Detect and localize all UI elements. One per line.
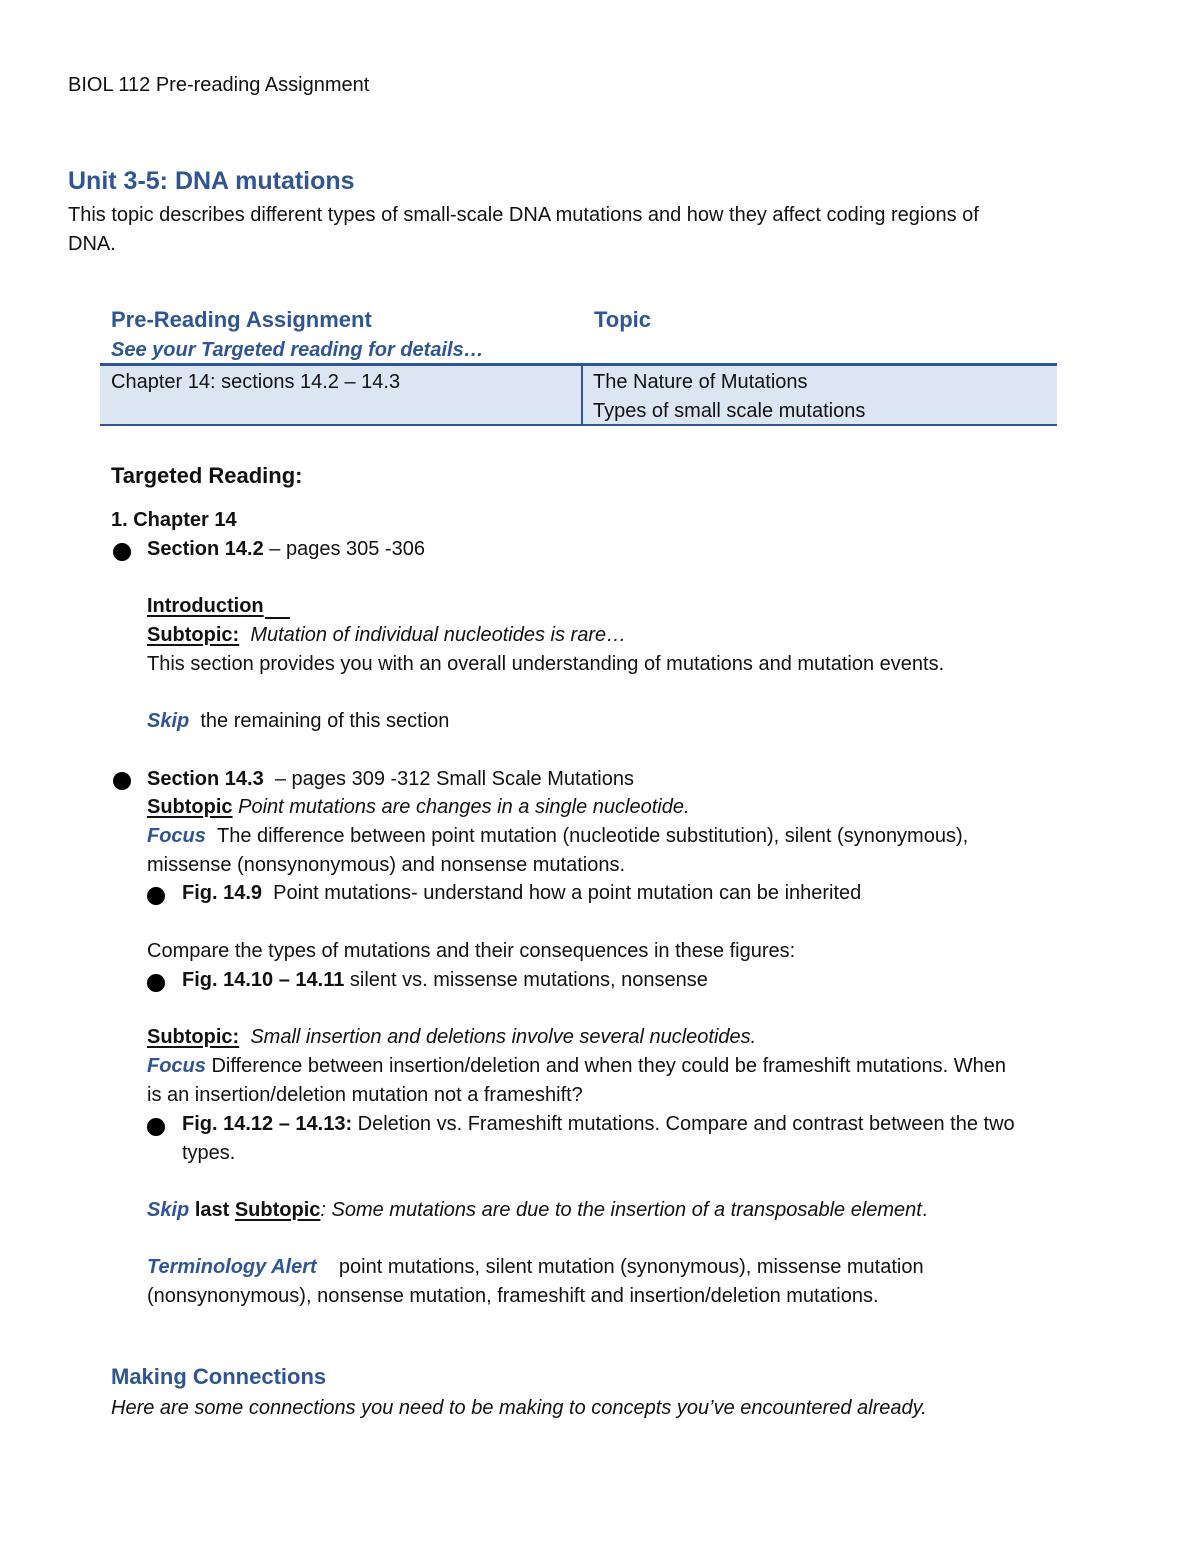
chapter-heading: 1. Chapter 14 xyxy=(111,509,237,531)
subtopic-label: Subtopic: xyxy=(147,624,240,646)
skip-label: Skip xyxy=(147,1199,190,1221)
section-14-2-pages: – pages 305 -306 xyxy=(263,538,425,560)
bullet-icon xyxy=(147,887,165,905)
fig-14-12-line1 xyxy=(182,1110,1015,1139)
skip-period: . xyxy=(921,1199,928,1221)
introduction-label: Introduction xyxy=(147,595,264,617)
skip-label: Skip xyxy=(147,710,190,732)
section-14-2-title: Section 14.2 xyxy=(147,538,264,560)
fig-text: Deletion vs. Frameshift mutations. Compare and contrast between the two xyxy=(352,1113,1015,1135)
bullet-icon xyxy=(113,543,131,561)
bullet-icon xyxy=(147,1118,165,1136)
fig-text: Point mutations- understand how a point mutation can be inherited xyxy=(273,882,862,904)
unit-title: Unit 3-5: DNA mutations xyxy=(68,167,355,195)
skip-last: last xyxy=(194,1199,230,1221)
terminology-line2: (nonsynonymous), nonsense mutation, frameshift and insertion/deletion mutations. xyxy=(147,1285,879,1307)
skip-14-2-line xyxy=(147,707,449,736)
bullet-icon xyxy=(147,974,165,992)
subtopic-insertion-line xyxy=(147,1023,756,1052)
connections-text: Here are some connections you need to be making to concepts you’ve encountered already. xyxy=(111,1397,927,1419)
subtopic-label: Subtopic: xyxy=(147,1026,240,1048)
table-column-divider xyxy=(581,366,583,424)
terminology-line1 xyxy=(147,1253,924,1282)
table-assignment-cell: Chapter 14: sections 14.2 – 14.3 xyxy=(111,371,401,393)
course-header: BIOL 112 Pre-reading Assignment xyxy=(68,74,370,96)
table-topic-line2: Types of small scale mutations xyxy=(593,400,866,422)
terminology-text: point mutations, silent mutation (synonymous), missense mutation xyxy=(338,1256,924,1278)
fig-14-9-line xyxy=(182,879,861,908)
reading-table-row xyxy=(100,363,1057,426)
subtopic-text: Point mutations are changes in a single nucleotide. xyxy=(238,796,690,818)
focus-text: The difference between point mutation (nucleotide substitution), silent (synonymous), xyxy=(217,825,969,847)
unit-description-line2: DNA. xyxy=(68,233,116,255)
subtopic-text: Mutation of individual nucleotides is rare… xyxy=(250,624,627,646)
section-14-2-line xyxy=(147,535,425,564)
targeted-reading-heading: Targeted Reading: xyxy=(111,463,303,488)
fig-text: silent vs. missense mutations, nonsense xyxy=(344,969,708,991)
focus-label: Focus xyxy=(147,825,206,847)
bullet-icon xyxy=(113,772,131,790)
skip-text: the remaining of this section xyxy=(200,710,450,732)
fig-label: Fig. 14.12 – 14.13: xyxy=(182,1113,353,1135)
focus-point-mutations-line1 xyxy=(147,822,968,851)
focus-text: Difference between insertion/deletion and when they could be frameshift mutations. When xyxy=(211,1055,1007,1077)
skip-transposable-line xyxy=(147,1196,927,1225)
fig-14-12-line2: types. xyxy=(182,1142,236,1164)
compare-text: Compare the types of mutations and their consequences in these figures: xyxy=(147,940,796,962)
fig-label: Fig. 14.10 – 14.11 xyxy=(182,969,345,991)
fig-label: Fig. 14.9 xyxy=(182,882,263,904)
unit-description-line1: This topic describes different types of small-scale DNA mutations and how they affect coding regions of xyxy=(68,204,979,226)
subtopic-text: Small insertion and deletions involve several nucleotides. xyxy=(250,1026,757,1048)
subtopic-point-mutations-line xyxy=(147,793,690,822)
section-14-3-title: Section 14.3 xyxy=(147,768,264,790)
connections-heading: Making Connections xyxy=(111,1364,327,1389)
table-topic-line1: The Nature of Mutations xyxy=(593,371,808,393)
table-col2-header: Topic xyxy=(594,307,652,332)
focus-point-mutations-line2: missense (nonsynonymous) and nonsense mutations. xyxy=(147,854,626,876)
skip-subtopic-label: Subtopic xyxy=(234,1199,321,1221)
fig-14-10-line xyxy=(182,966,708,995)
introduction-underline-tail xyxy=(265,617,290,619)
focus-label: Focus xyxy=(147,1055,206,1077)
skip-text: : Some mutations are due to the insertion of a transposable element xyxy=(320,1199,922,1221)
terminology-label: Terminology Alert xyxy=(147,1256,317,1278)
table-col1-header: Pre-Reading Assignment xyxy=(111,307,372,332)
section-14-3-pages: – pages 309 -312 Small Scale Mutations xyxy=(274,768,634,790)
table-col1-subheader: See your Targeted reading for details… xyxy=(111,339,484,361)
focus-insertion-line1 xyxy=(147,1052,1006,1081)
focus-insertion-line2: is an insertion/deletion mutation not a frameshift? xyxy=(147,1084,583,1106)
subtopic-label: Subtopic xyxy=(147,796,233,818)
subtopic-14-2-line xyxy=(147,621,626,650)
section-14-2-description: This section provides you with an overall understanding of mutations and mutation events. xyxy=(147,653,945,675)
section-14-3-line xyxy=(147,765,634,794)
